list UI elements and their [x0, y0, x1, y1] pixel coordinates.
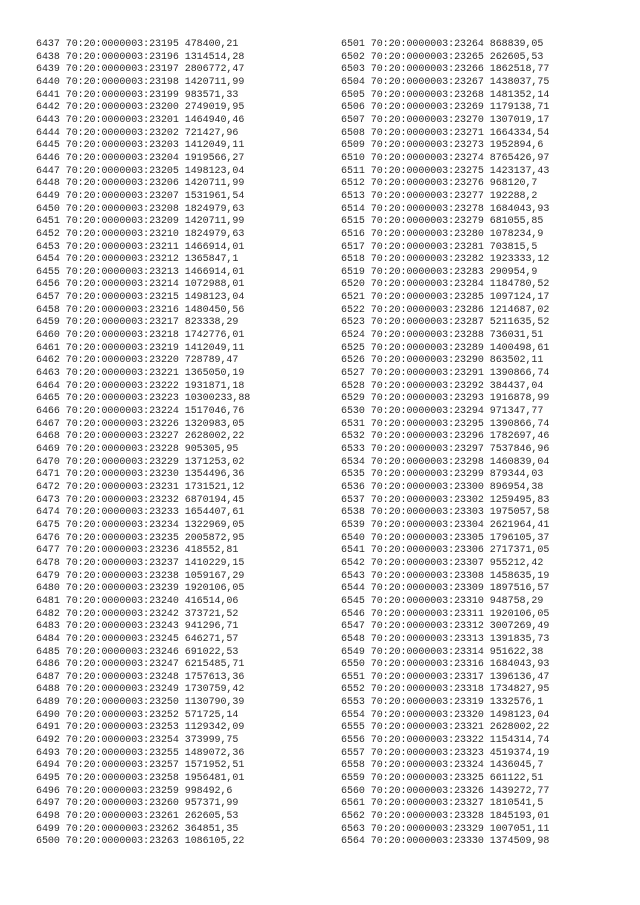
table-row: 6495 70:20:0000003:23258 1956481,01 — [36, 773, 245, 785]
table-row: 6564 70:20:0000003:23330 1374509,98 — [341, 836, 550, 848]
table-row: 6464 70:20:0000003:23222 1931871,18 — [36, 380, 245, 392]
table-row: 6478 70:20:0000003:23237 1410229,15 — [36, 557, 245, 569]
table-row: 6526 70:20:0000003:23290 863502,11 — [341, 355, 544, 367]
table-row: 6449 70:20:0000003:23207 1531961,54 — [36, 190, 245, 202]
table-row: 6448 70:20:0000003:23206 1420711,99 — [36, 178, 245, 190]
table-row: 6454 70:20:0000003:23212 1365847,1 — [36, 254, 239, 266]
table-row: 6451 70:20:0000003:23209 1420711,99 — [36, 216, 245, 228]
table-row: 6455 70:20:0000003:23213 1466914,01 — [36, 266, 245, 278]
table-row: 6505 70:20:0000003:23268 1481352,14 — [341, 89, 550, 101]
table-row: 6528 70:20:0000003:23292 384437,04 — [341, 380, 544, 392]
table-row: 6475 70:20:0000003:23234 1322969,05 — [36, 519, 245, 531]
table-row: 6519 70:20:0000003:23283 290954,9 — [341, 266, 538, 278]
table-row: 6521 70:20:0000003:23285 1097124,17 — [341, 292, 550, 304]
table-row: 6545 70:20:0000003:23310 948758,29 — [341, 595, 544, 607]
table-row: 6458 70:20:0000003:23216 1480450,56 — [36, 304, 245, 316]
table-row: 6541 70:20:0000003:23306 2717371,05 — [341, 545, 550, 557]
table-row: 6485 70:20:0000003:23246 691022,53 — [36, 646, 239, 658]
table-row: 6556 70:20:0000003:23322 1154314,74 — [341, 735, 550, 747]
table-row: 6533 70:20:0000003:23297 7537846,96 — [341, 444, 550, 455]
table-row: 6440 70:20:0000003:23198 1420711,99 — [36, 76, 245, 88]
table-row: 6500 70:20:0000003:23263 1086105,22 — [36, 836, 245, 848]
table-row: 6465 70:20:0000003:23223 10300233,88 — [36, 393, 251, 405]
table-row: 6444 70:20:0000003:23202 721427,96 — [36, 127, 239, 139]
table-row: 6474 70:20:0000003:23233 1654407,61 — [36, 507, 245, 519]
table-row: 6481 70:20:0000003:23240 416514,06 — [36, 595, 239, 607]
table-row: 6515 70:20:0000003:23279 681055,85 — [341, 216, 544, 228]
table-row: 6473 70:20:0000003:23232 6870194,45 — [36, 494, 245, 506]
table-row: 6560 70:20:0000003:23326 1439272,77 — [341, 785, 550, 797]
table-row: 6537 70:20:0000003:23302 1259495,83 — [341, 494, 550, 506]
table-row: 6523 70:20:0000003:23287 5211635,52 — [341, 317, 550, 329]
table-row: 6457 70:20:0000003:23215 1498123,04 — [36, 292, 245, 304]
table-row: 6484 70:20:0000003:23245 646271,57 — [36, 633, 239, 645]
table-row: 6561 70:20:0000003:23327 1810541,5 — [341, 798, 544, 810]
table-row: 6507 70:20:0000003:23270 1307019,17 — [341, 114, 550, 126]
table-row: 6479 70:20:0000003:23238 1059167,29 — [36, 570, 245, 582]
table-row: 6524 70:20:0000003:23288 736031,51 — [341, 330, 544, 342]
table-row: 6466 70:20:0000003:23224 1517046,76 — [36, 406, 245, 418]
table-row: 6450 70:20:0000003:23208 1824979,63 — [36, 203, 245, 215]
table-row: 6497 70:20:0000003:23260 957371,99 — [36, 798, 239, 810]
table-row: 6503 70:20:0000003:23266 1862518,77 — [341, 64, 550, 76]
table-row: 6539 70:20:0000003:23304 2621964,41 — [341, 519, 550, 531]
table-row: 6468 70:20:0000003:23227 2628002,22 — [36, 431, 245, 443]
table-row: 6445 70:20:0000003:23203 1412049,11 — [36, 140, 245, 152]
table-row: 6546 70:20:0000003:23311 1920106,05 — [341, 608, 550, 620]
table-row: 6522 70:20:0000003:23286 1214687,02 — [341, 304, 550, 316]
table-row: 6551 70:20:0000003:23317 1396136,47 — [341, 671, 550, 683]
table-row: 6555 70:20:0000003:23321 2628002,22 — [341, 722, 550, 734]
table-row: 6509 70:20:0000003:23273 1952894,6 — [341, 140, 544, 152]
table-row: 6514 70:20:0000003:23278 1684043,93 — [341, 203, 550, 215]
table-row: 6531 70:20:0000003:23295 1390866,74 — [341, 418, 550, 430]
table-row: 6476 70:20:0000003:23235 2005872,95 — [36, 532, 245, 544]
table-row: 6508 70:20:0000003:23271 1664334,54 — [341, 127, 550, 139]
table-row: 6534 70:20:0000003:23298 1460839,04 — [341, 456, 550, 468]
table-row: 6486 70:20:0000003:23247 6215485,71 — [36, 659, 245, 671]
table-row: 6462 70:20:0000003:23220 728789,47 — [36, 355, 239, 367]
table-row: 6544 70:20:0000003:23309 1897516,57 — [341, 583, 550, 595]
table-row: 6443 70:20:0000003:23201 1464940,46 — [36, 114, 245, 126]
table-row: 6490 70:20:0000003:23252 571725,14 — [36, 709, 239, 721]
table-row: 6563 70:20:0000003:23329 1007051,11 — [341, 823, 550, 835]
table-row: 6502 70:20:0000003:23265 262605,53 — [341, 51, 544, 63]
table-row: 6543 70:20:0000003:23308 1458635,19 — [341, 570, 550, 582]
table-row: 6517 70:20:0000003:23281 703815,5 — [341, 241, 538, 253]
table-row: 6439 70:20:0000003:23197 2806772,47 — [36, 64, 245, 76]
table-row: 6482 70:20:0000003:23242 373721,52 — [36, 608, 239, 620]
table-row: 6467 70:20:0000003:23226 1320983,05 — [36, 418, 245, 430]
table-row: 6477 70:20:0000003:23236 418552,81 — [36, 545, 239, 557]
table-row: 6506 70:20:0000003:23269 1179138,71 — [341, 102, 550, 114]
table-row: 6547 70:20:0000003:23312 3007269,49 — [341, 621, 550, 633]
table-row: 6529 70:20:0000003:23293 1916878,99 — [341, 393, 550, 405]
table-row: 6471 70:20:0000003:23230 1354496,36 — [36, 469, 245, 481]
table-row: 6511 70:20:0000003:23275 1423137,43 — [341, 165, 550, 177]
table-row: 6557 70:20:0000003:23323 4519374,19 — [341, 747, 550, 759]
table-row: 6501 70:20:0000003:23264 868839,05 — [341, 39, 544, 50]
table-row: 6460 70:20:0000003:23218 1742776,01 — [36, 330, 245, 342]
table-row: 6446 70:20:0000003:23204 1919566,27 — [36, 152, 245, 164]
table-row: 6527 70:20:0000003:23291 1390866,74 — [341, 368, 550, 380]
table-row: 6499 70:20:0000003:23262 364851,35 — [36, 823, 239, 835]
table-row: 6510 70:20:0000003:23274 8765426,97 — [341, 152, 550, 164]
table-row: 6453 70:20:0000003:23211 1466914,01 — [36, 241, 245, 253]
table-row: 6553 70:20:0000003:23319 1332576,1 — [341, 697, 544, 709]
table-row: 6558 70:20:0000003:23324 1436045,7 — [341, 760, 544, 772]
table-row: 6542 70:20:0000003:23307 955212,42 — [341, 557, 544, 569]
table-row: 6459 70:20:0000003:23217 823338,29 — [36, 317, 239, 329]
table-row: 6559 70:20:0000003:23325 661122,51 — [341, 773, 544, 785]
table-row: 6489 70:20:0000003:23250 1130790,39 — [36, 697, 245, 709]
right-column — [341, 39, 549, 849]
table-row: 6536 70:20:0000003:23300 896954,38 — [341, 481, 544, 493]
table-row: 6463 70:20:0000003:23221 1365050,19 — [36, 368, 245, 380]
table-row: 6538 70:20:0000003:23303 1975057,58 — [341, 507, 550, 519]
table-row: 6447 70:20:0000003:23205 1498123,04 — [36, 165, 245, 177]
table-row: 6562 70:20:0000003:23328 1845193,01 — [341, 811, 550, 823]
table-row: 6518 70:20:0000003:23282 1923333,12 — [341, 254, 550, 266]
table-row: 6491 70:20:0000003:23253 1129342,09 — [36, 722, 245, 734]
table-row: 6494 70:20:0000003:23257 1571952,51 — [36, 760, 245, 772]
table-row: 6513 70:20:0000003:23277 192288,2 — [341, 190, 538, 202]
table-row: 6552 70:20:0000003:23318 1734827,95 — [341, 684, 550, 696]
table-row: 6442 70:20:0000003:23200 2749019,95 — [36, 102, 245, 114]
table-row: 6438 70:20:0000003:23196 1314514,28 — [36, 51, 245, 63]
table-row: 6472 70:20:0000003:23231 1731521,12 — [36, 481, 245, 493]
table-row: 6525 70:20:0000003:23289 1400498,61 — [341, 342, 550, 354]
table-row: 6520 70:20:0000003:23284 1184780,52 — [341, 279, 550, 291]
table-row: 6480 70:20:0000003:23239 1920106,05 — [36, 583, 245, 595]
table-row: 6512 70:20:0000003:23276 968120,7 — [341, 178, 538, 190]
table-row: 6498 70:20:0000003:23261 262605,53 — [36, 811, 239, 823]
table-row: 6549 70:20:0000003:23314 951622,38 — [341, 646, 544, 658]
table-row: 6437 70:20:0000003:23195 478400,21 — [36, 39, 239, 50]
table-row: 6492 70:20:0000003:23254 373999,75 — [36, 735, 239, 747]
table-row: 6456 70:20:0000003:23214 1072988,01 — [36, 279, 245, 291]
table-row: 6550 70:20:0000003:23316 1684043,93 — [341, 659, 550, 671]
table-row: 6470 70:20:0000003:23229 1371253,02 — [36, 456, 245, 468]
table-row: 6488 70:20:0000003:23249 1730759,42 — [36, 684, 245, 696]
table-row: 6554 70:20:0000003:23320 1498123,04 — [341, 709, 550, 721]
table-row: 6487 70:20:0000003:23248 1757613,36 — [36, 671, 245, 683]
left-column — [36, 39, 250, 849]
table-row: 6461 70:20:0000003:23219 1412049,11 — [36, 342, 245, 354]
table-row: 6452 70:20:0000003:23210 1824979,63 — [36, 228, 245, 240]
table-row: 6535 70:20:0000003:23299 879344,03 — [341, 469, 544, 481]
table-row: 6516 70:20:0000003:23280 1078234,9 — [341, 228, 544, 240]
table-row: 6548 70:20:0000003:23313 1391835,73 — [341, 633, 550, 645]
table-row: 6483 70:20:0000003:23243 941296,71 — [36, 621, 239, 633]
table-row: 6532 70:20:0000003:23296 1782697,46 — [341, 431, 550, 443]
table-row: 6540 70:20:0000003:23305 1796105,37 — [341, 532, 550, 544]
table-row: 6530 70:20:0000003:23294 971347,77 — [341, 406, 544, 418]
table-row: 6469 70:20:0000003:23228 905305,95 — [36, 444, 239, 455]
table-row: 6493 70:20:0000003:23255 1489072,36 — [36, 747, 245, 759]
table-row: 6441 70:20:0000003:23199 983571,33 — [36, 89, 239, 101]
table-row: 6496 70:20:0000003:23259 998492,6 — [36, 785, 233, 797]
table-row: 6504 70:20:0000003:23267 1438037,75 — [341, 76, 550, 88]
